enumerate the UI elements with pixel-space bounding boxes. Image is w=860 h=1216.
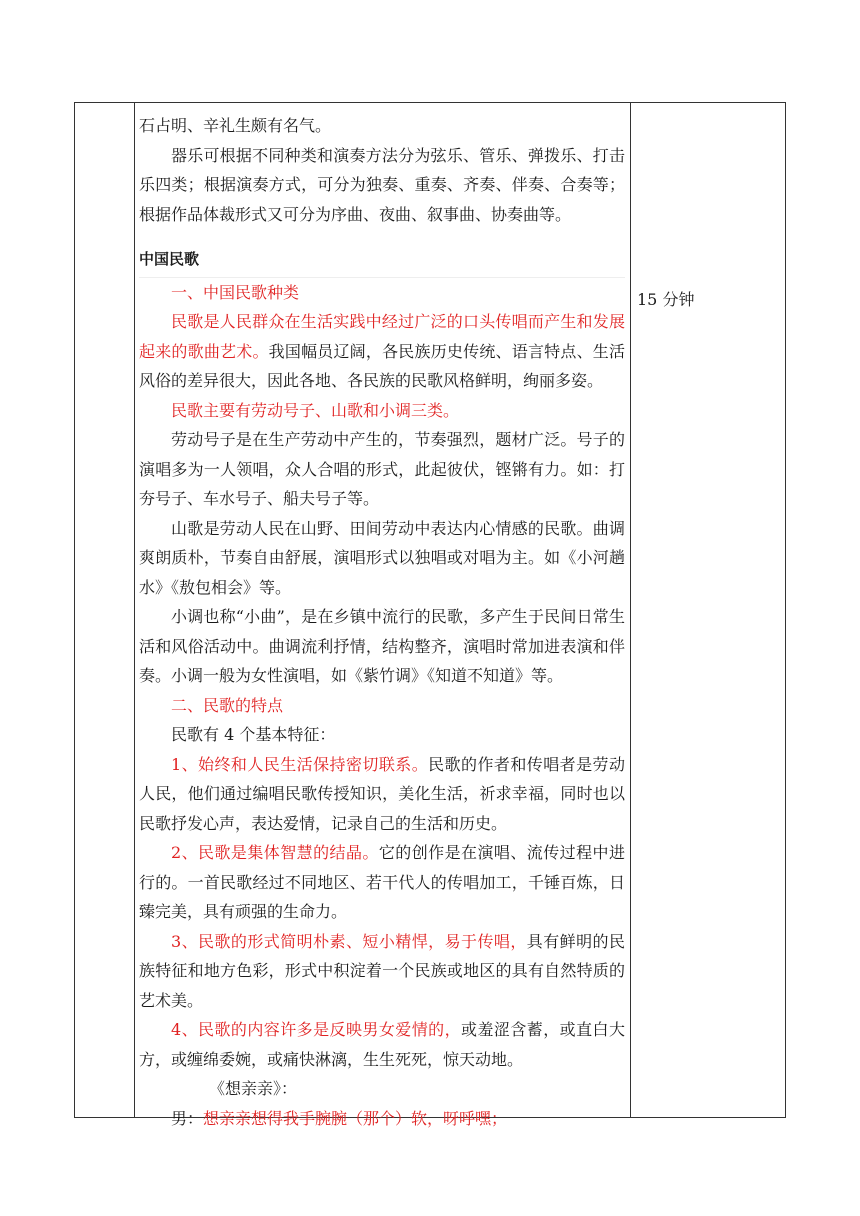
- song-title: 《想亲亲》：: [209, 1079, 298, 1098]
- feature-1: [139, 750, 625, 839]
- feature-2-rest: 它的创作是在演唱、流传过程中进行的。一首民歌经过不同地区、若干代人的传唱加工，千锤百炼，日臻完美，具有顽强的生命力。: [139, 843, 625, 921]
- part2-heading: 二、民歌的特点: [171, 695, 284, 715]
- intro-instruments: 器乐可根据不同种类和演奏方法分为弦乐、管乐、弹拨乐、打击乐四类；根据演奏方式，可分为独奏、重奏、齐奏、伴奏、合奏等；根据作品体裁形式又可分为序曲、夜曲、叙事曲、协奏曲等。: [139, 145, 625, 224]
- feature-3-rest: 具有鲜明的民族特征和地方色彩，形式中积淀着一个民族或地区的具有自然特质的艺术美。: [139, 931, 625, 1010]
- lyric-speaker: 男：: [171, 1108, 204, 1128]
- feature-1-rest: 民歌的作者和传唱者是劳动人民，他们通过编唱民歌传授知识，美化生活，祈求幸福，同时也以民歌抒发心声，表达爱情，记录自己的生活和历史。: [139, 754, 625, 833]
- section-title: 中国民歌: [139, 245, 625, 278]
- time-allocation: 15 分钟: [637, 290, 695, 309]
- mountain-song-paragraph: 山歌是劳动人民在山野、田间劳动中表达内心情感的民歌。曲调爽朗质朴，节奏自由舒展，演唱形式以独唱或对唱为主。如《小河趟水》《敖包相会》等。: [139, 518, 625, 597]
- work-chant-paragraph: 劳动号子是在生产劳动中产生的，节奏强烈，题材广泛。号子的演唱多为一人领唱，众人合唱的形式，此起彼伏，铿锵有力。如：打夯号子、车水号子、船夫号子等。: [139, 430, 625, 508]
- ditty-paragraph: 小调也称“小曲”，是在乡镇中流行的民歌，多产生于民间日常生活和风俗活动中。曲调流利抒情，结构整齐，演唱时常加进表演和伴奏。小调一般为女性演唱，如《紫竹调》《知道不知道》等。: [139, 607, 625, 685]
- feature-2-highlight: 2、民歌是集体智慧的结晶。: [171, 843, 379, 862]
- feature-4: [139, 1015, 625, 1074]
- lyric-line: [139, 1104, 625, 1134]
- folk-song-definition: [139, 307, 625, 396]
- column-divider-right: [630, 103, 631, 1117]
- feature-4-highlight: 4、民歌的内容许多是反映男女爱情的，: [171, 1020, 462, 1039]
- lesson-table: [74, 102, 786, 1128]
- feature-4-rest: 或羞涩含蓄，或直白大方，或缠绵委婉，或痛快淋漓，生生死死，惊天动地。: [139, 1020, 625, 1069]
- features-intro: 民歌有 4 个基本特征：: [171, 725, 336, 744]
- feature-3: [139, 927, 625, 1016]
- feature-1-highlight: 1、始终和人民生活保持密切联系。: [171, 754, 429, 774]
- definition-highlight: 民歌是人民群众在生活实践中经过广泛的口头传唱而产生和发展起来的歌曲艺术。: [139, 312, 625, 361]
- feature-3-highlight: 3、民歌的形式简明朴素、短小精悍，易于传唱，: [171, 931, 527, 951]
- part1-heading: 一、中国民歌种类: [171, 282, 300, 302]
- column-divider-left: [134, 103, 135, 1117]
- folk-song-types: 民歌主要有劳动号子、山歌和小调三类。: [171, 400, 460, 420]
- definition-rest: 我国幅员辽阔，各民族历史传统、语言特点、生活风俗的差异很大，因此各地、各民族的民歌风格鲜明，绚丽多姿。: [139, 341, 625, 390]
- intro-line-1: 石占明、辛礼生颇有名气。: [139, 116, 332, 135]
- lyric-text: 想亲亲想得我手腕腕（那个）软，呀呼嘿；: [203, 1108, 508, 1128]
- content-cell: [139, 111, 625, 1133]
- feature-2: [139, 838, 625, 927]
